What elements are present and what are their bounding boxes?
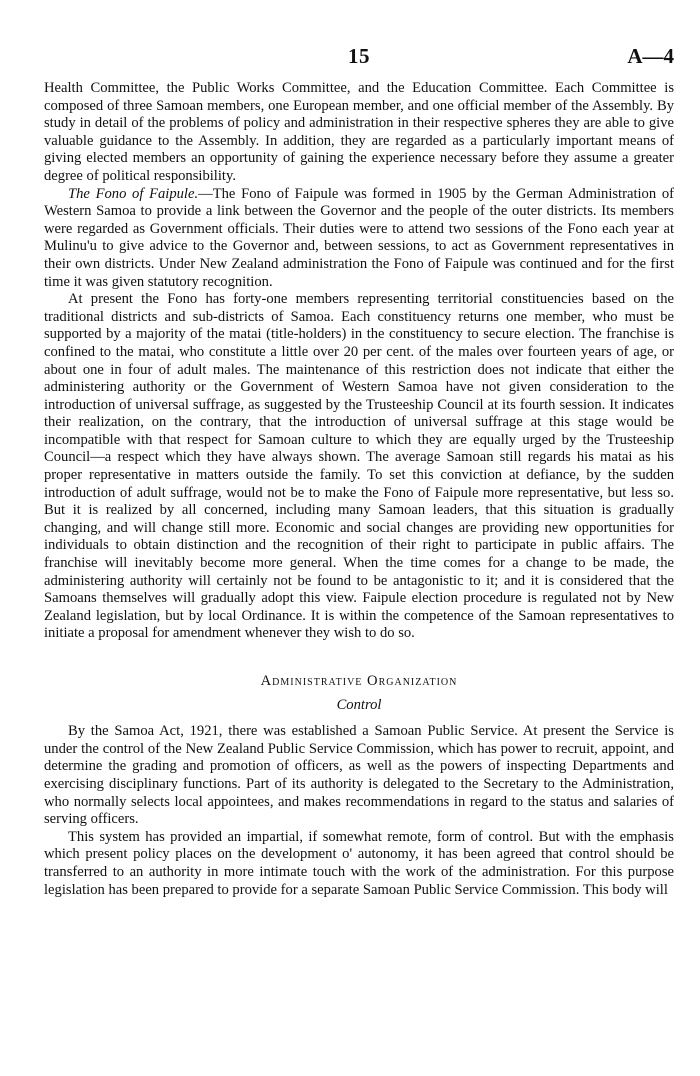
section-heading: Administrative Organization: [260, 673, 458, 689]
body-text: [44, 80, 674, 899]
paragraph-public-service-commission: [44, 829, 674, 899]
paragraph-text: At present the Fono has forty-one members representing territorial constituencies based on the traditional districts and sub-districts of Samoa. Each constituency returns one member, who must be supported by a majority of the matai (title-holders) in the constituency to secure election. The franchise is confined to the matai, who constitute a little over 20 per cent. of the males over fourteen years of age, or about one in four of adult males. The maintenance of this restriction does not indicate that either the administering authority or the Government of Western Samoa have not given consideration to the introduction of universal suffrage, as suggested by the Trusteeship Council at its fourth session. It indicates their realization, on the contrary, that the introduction of universal suffrage at this stage would be incompatible with that respect for Samoan culture to which they are equally urged by the Trusteeship Council—a respect which they have always shown. The average Samoan still regards his matai as his proper representative in matters outside the family. To set this conviction at defiance, by the sudden introduction of adult suffrage, would not be to make the Fono of Faipule more representative, but less so. But it is realized by all concerned, including many Samoan leaders, that this situation is gradually changing, and will change still more. Economic and social changes are providing new opportunities for individuals to obtain distinction and the recognition of their right to participate in public affairs. The franchise will inevitably become more general. When the time comes for a change to be made, the administering authority will certainly not be found to be antagonistic to it; and it is considered that the Samoans themselves will gradually adopt this view. Faipule election procedure is regulated not by New Zealand legislation, but by local Ordinance. It is within the competence of the Samoan representatives to initiate a proposal for amendment whenever they wish to do so.: [44, 291, 674, 642]
paragraph-text: Health Committee, the Public Works Committee, and the Education Committee. Each Committee is composed of three Samoan members, one European member, and one official member of the Assembly. By study in detail of the problems of policy and administration in their respective spheres they are able to give valuable guidance to the Assembly. In addition, they are regarded as a particularly important means of giving elected members an opportunity of gaining the experience necessary before they assume a greater degree of political responsibility.: [44, 80, 674, 184]
inline-heading: The Fono of Faipule.: [68, 185, 199, 202]
paragraph-committees: [44, 80, 674, 186]
paragraph-text: This system has provided an impartial, if somewhat remote, form of control. But with the emphasis which present policy places on the development o' autonomy, it has been agreed that control should be transferred to an authority in more intimate touch with the work of the administration. For this purpose legislation has been prepared to provide for a separate Samoan Public Service Commission. This body will: [44, 828, 674, 898]
document-reference: A—4: [627, 44, 674, 68]
subsection-heading: Control: [336, 696, 382, 713]
paragraph-text: By the Samoa Act, 1921, there was established a Samoan Public Service. At present the Service is under the control of the New Zealand Public Service Commission, which has power to recruit, appoint, and determine the grading and promotion of officers, as well as the powers of inspecting Departments and exercising disciplinary functions. Part of its authority is delegated to the Secretary to the Administration, who normally selects local appointees, and makes recommendations in regard to the status and salaries of serving officers.: [44, 723, 674, 828]
paragraph-fono-of-faipule: [44, 186, 674, 292]
paragraph-text: —The Fono of Faipule was formed in 1905 by the German Administration of Western Samoa to provide a link between the Governor and the people of the outer districts. Its members were regarded as Government officials. Their duties were to attend two sessions of the Fono each year at Mulinu'u to give advice to the Governor and, between sessions, to act as Government representatives in their own districts. Under New Zealand administration the Fono of Faipule was continued and for the first time it was given statutory recognition.: [44, 185, 674, 290]
page-header: [44, 44, 674, 68]
paragraph-franchise: [44, 291, 674, 643]
page-number: 15: [348, 44, 370, 68]
paragraph-samoa-act: [44, 723, 674, 829]
